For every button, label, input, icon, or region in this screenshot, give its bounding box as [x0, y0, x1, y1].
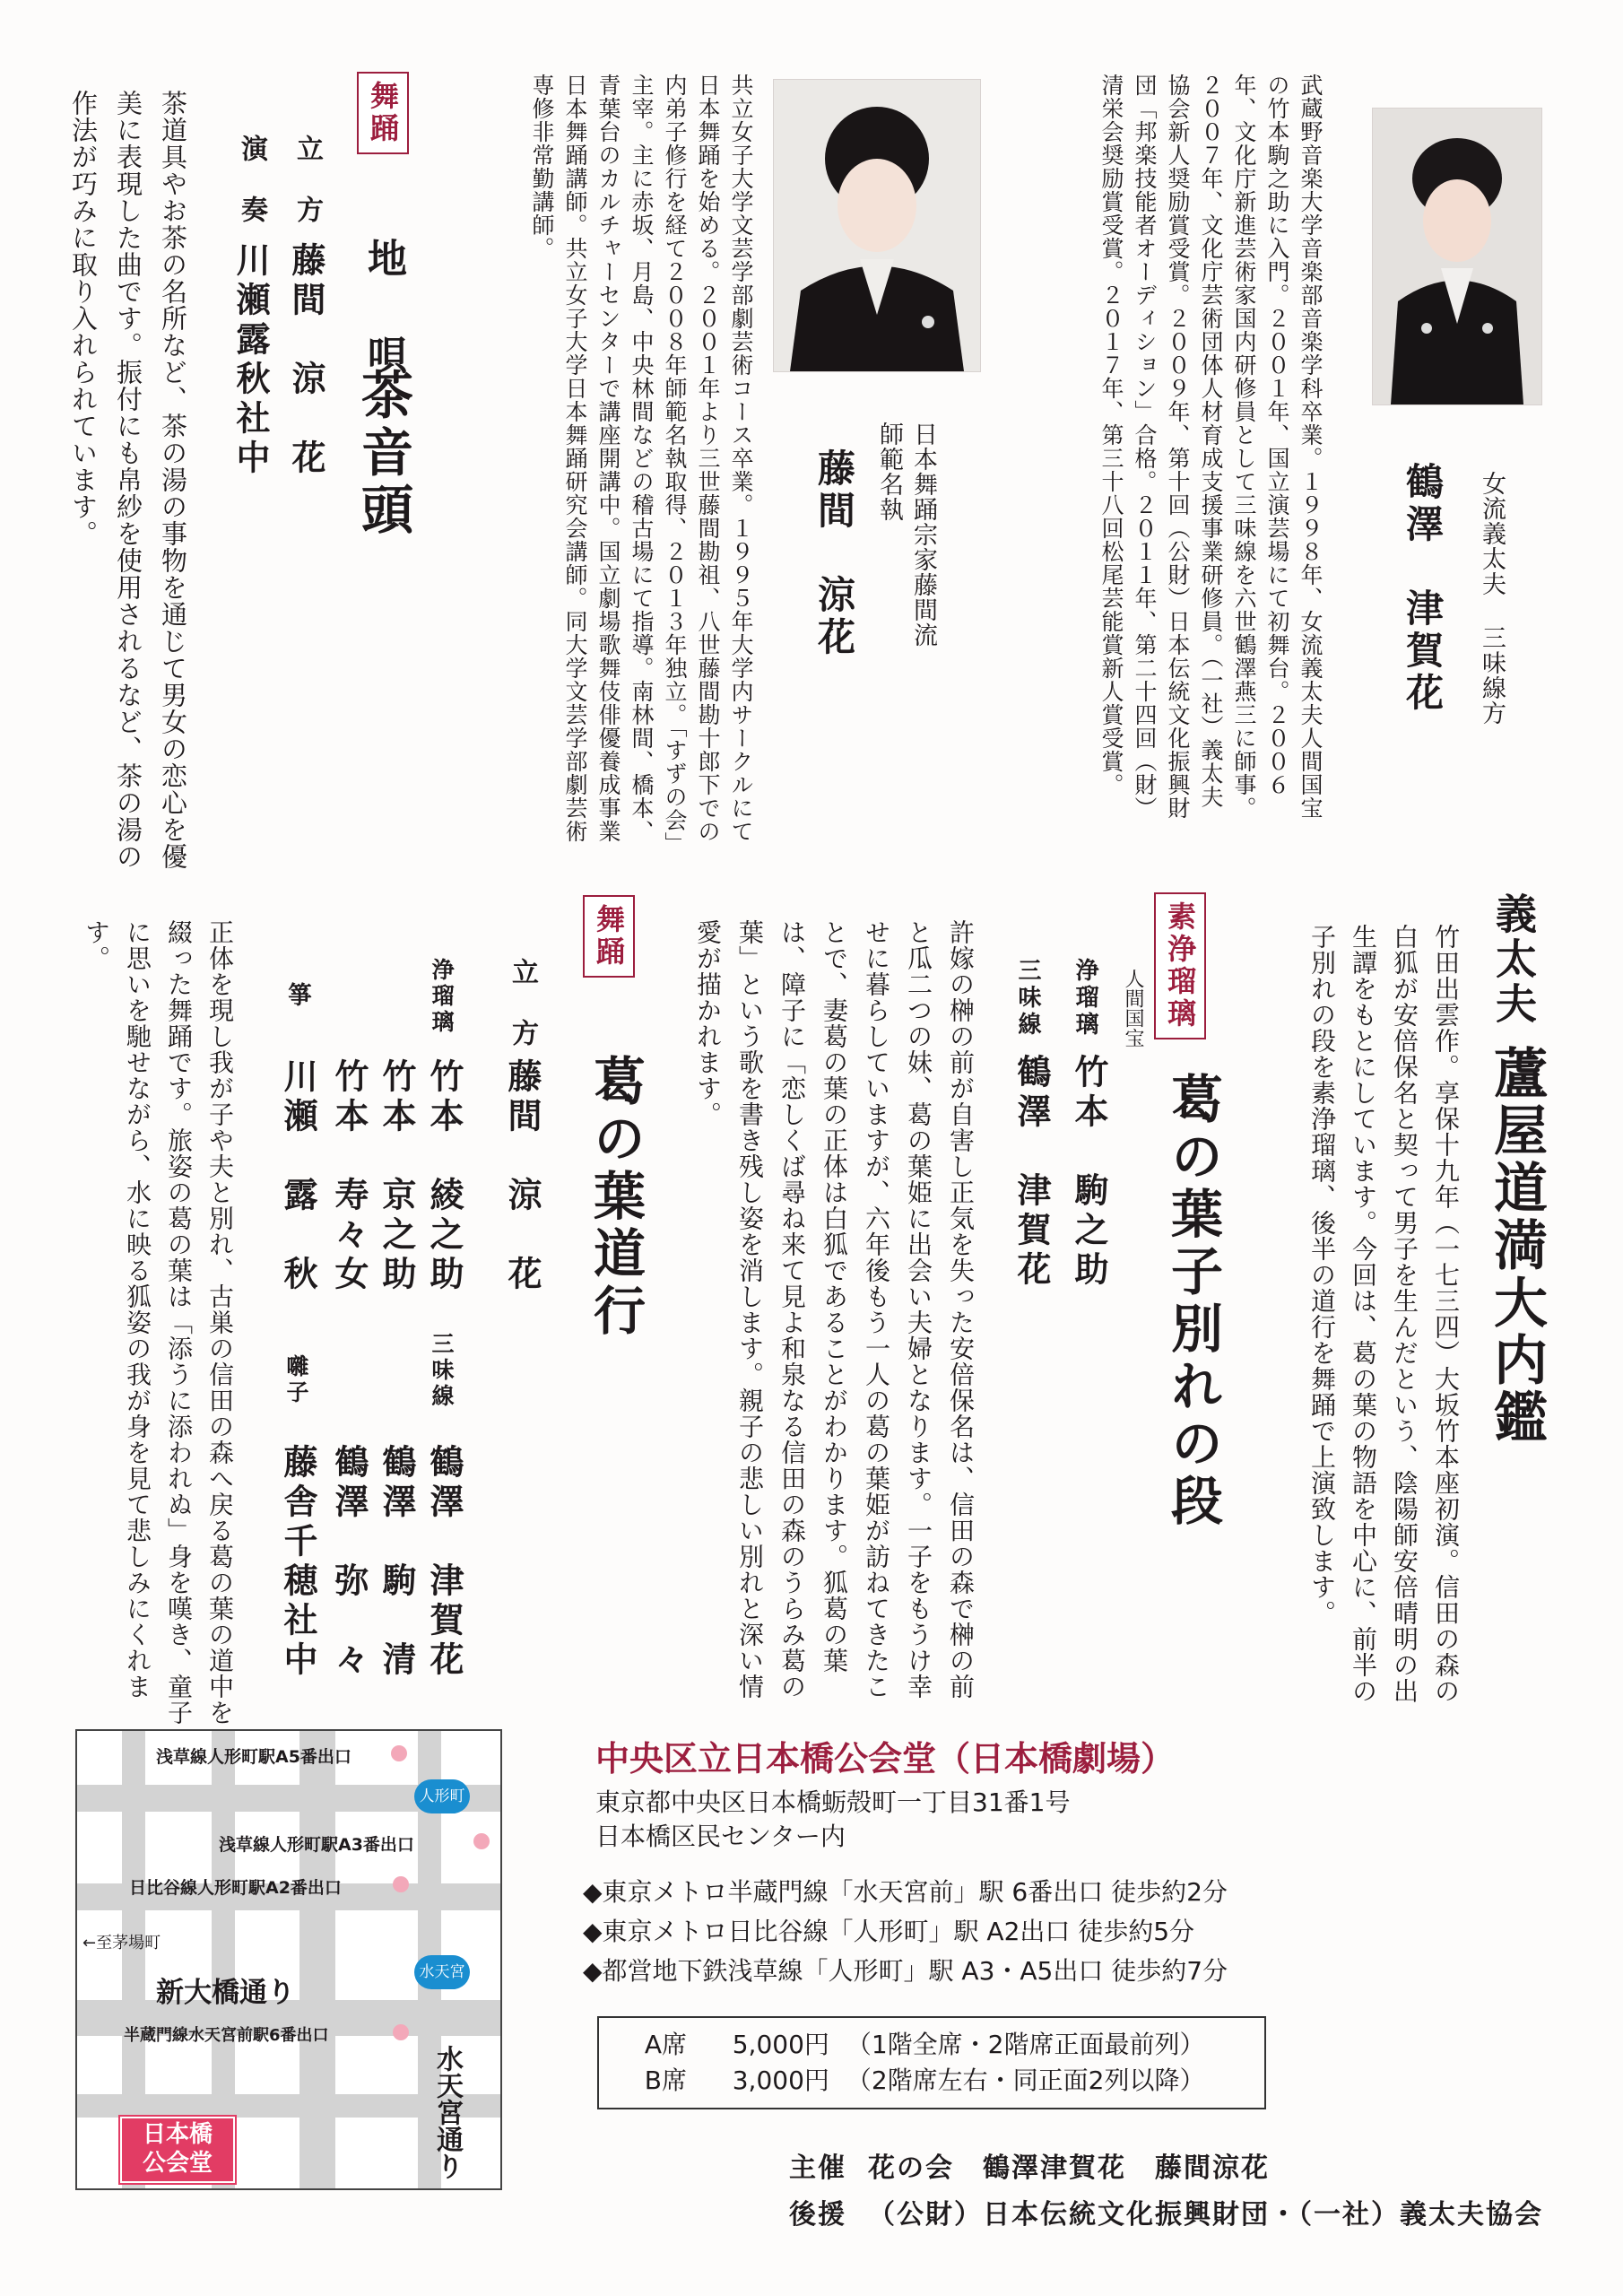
seat-a-label: A席 — [644, 2030, 687, 2059]
performer1-role: 女流義太夫 三味線方 — [1478, 471, 1506, 726]
program1-credit-name-1: 川瀬露秋社中 — [230, 242, 271, 479]
seat-b-label: B席 — [644, 2066, 687, 2095]
seat-b-price: 3,000円 — [732, 2066, 829, 2095]
venue-access-2: ◆都営地下鉄浅草線「人形町」駅 A3・A5出口 徒歩約7分 — [583, 1956, 1228, 1986]
program4-title: 葛の葉道行 — [585, 1054, 646, 1341]
exit-a5-icon — [391, 1745, 407, 1761]
price-box — [597, 2016, 1266, 2109]
program4-badge: 舞踊 — [583, 895, 635, 978]
program2-description: 竹田出雲作。享保十九年（一七三四）大坂竹本座初演。信田の森の白狐が安倍保名と契って男子を生んだという、陰陽師安倍晴明の出生譚をもとにしています。今回は、葛の葉の物語を中心に、前半の子別れの段を素浄瑠璃、後半の道行を舞踊で上演致します。 — [1307, 924, 1461, 1704]
map-label-a3: 浅草線人形町駅A3番出口 — [219, 1835, 414, 1855]
program4-credit-role-0: 立 方 — [507, 958, 538, 1049]
support-line — [789, 2192, 1543, 2231]
program4-credit-name-1b: 竹本 京之助 — [377, 1058, 417, 1295]
program3-note: 人間国宝 — [1122, 969, 1144, 1048]
program2-genre: 義太夫 — [1489, 892, 1538, 1027]
performer2-name: 藤間 涼花 — [812, 448, 856, 659]
program4-credit-role-4: 囃子 — [283, 1354, 309, 1406]
program3-credit-name-0: 竹本 駒之助 — [1069, 1054, 1109, 1291]
program1-badge: 舞踊 — [357, 72, 409, 154]
access-map — [75, 1729, 502, 2190]
station-suitengu: 水天宮 — [414, 1955, 470, 1989]
performer1-name: 鶴澤 津賀花 — [1401, 462, 1445, 715]
program4-credit-name-1c: 竹本 寿々女 — [329, 1058, 369, 1295]
performer2-photo — [773, 79, 981, 372]
map-label-suitengu-dori: 水天宮通り — [431, 2045, 463, 2179]
program4-description: 正体を現し我が子や夫と別れ、古巣の信田の森へ戻る葛の葉の道中を綴った舞踊です。旅姿の葛の葉は「添うに添われぬ」身を嘆き、童子に思いを馳せながら、水に映る狐姿の我が身を見て悲しみにくれます。 — [82, 919, 235, 1726]
program4-credit-name-1a: 竹本 綾之助 — [424, 1058, 464, 1295]
venue-access-0: ◆東京メトロ半蔵門線「水天宮前」駅 6番出口 徒歩約2分 — [583, 1877, 1228, 1907]
program4-credit-role-2: 箏 — [283, 982, 311, 1010]
performer1-bio: 武蔵野音楽大学音楽部音楽学科卒業。１９９８年、女流義太夫人間国宝の竹本駒之助に入門。２００１年、国立演芸場にて初舞台。２００６年、文化庁新進芸術家国内研修員として三味線を六世鶴澤燕三に師事。２００７年、文化庁芸術団体人材育成支援事業研修員。（一社）義太夫協会新人奨励賞受賞。２００９年、第十回（公財）日本伝統文化振興財団「邦楽技能者オーディション」合格。２０１１年、第二十四回（財）清栄会奨励賞受賞。２０１７年、第三十八回松尾芸能賞新人賞受賞。 — [1098, 74, 1324, 820]
program4-credit-name-0: 藤間 涼 花 — [502, 1058, 542, 1295]
host-value: 花の会 鶴澤津賀花 藤間涼花 — [868, 2152, 1270, 2184]
program3-description: 許嫁の榊の前が自害し正気を失った安倍保名は、信田の森で榊の前と瓜二つの妹、葛の葉姫に出会い夫婦となります。一子をもうけ幸せに暮らしていますが、六年後もう一人の葛の葉姫が訪ねてきたことで、妻葛の葉の正体は白狐であることがわかります。狐葛の葉は、障子に「恋しくば尋ね来て見よ和泉なる信田の森のうらみ葛の葉」という歌を書き残し姿を消します。親子の悲しい別れと深い情愛が描かれます。 — [693, 919, 976, 1700]
program4-credit-name-3a: 鶴澤 津賀花 — [424, 1444, 464, 1681]
performer2-role2: 師範名執 — [875, 422, 903, 522]
seat-b-note: （2階席左右・同正面2列以降） — [846, 2066, 1205, 2095]
price-row-a — [615, 2027, 1248, 2063]
performer2-role: 日本舞踊宗家藤間流 — [909, 422, 937, 648]
performer1-photo — [1372, 108, 1542, 405]
program4-credit-role-1: 浄瑠璃 — [429, 958, 455, 1036]
support-value: （公財）日本伝統文化振興財団・（一社）義太夫協会 — [868, 2199, 1543, 2231]
venue-access-1: ◆東京メトロ日比谷線「人形町」駅 A2出口 徒歩約5分 — [583, 1917, 1195, 1946]
program1-description: 茶道具やお茶の名所など、茶の湯の事物を通じて男女の恋心を優美に表現した曲です。振付にも帛紗を使用されるなど、茶の湯の作法が巧みに取り入れられています。 — [68, 90, 188, 870]
venue-address-2: 日本橋区民センター内 — [595, 1822, 846, 1851]
program3-credit-role-0: 浄瑠璃 — [1072, 958, 1098, 1039]
program1-genre: 地 唄 — [360, 238, 406, 383]
program3-badge: 素浄瑠璃 — [1154, 892, 1206, 1039]
map-label-kayabacho: ←至茅場町 — [82, 1934, 161, 1952]
program4-credit-name-3b: 鶴澤 駒 清 — [377, 1444, 417, 1681]
program3-credit-name-1: 鶴澤 津賀花 — [1011, 1054, 1052, 1291]
program4-credit-name-3c: 鶴澤 弥 々 — [329, 1444, 369, 1681]
exit-a3-icon — [473, 1833, 490, 1849]
map-label-exit6: 半蔵門線水天宮前駅6番出口 — [124, 2026, 329, 2045]
program3-title: 葛の葉子別れの段 — [1162, 1072, 1223, 1531]
program3-credit-role-1: 三味線 — [1014, 958, 1041, 1039]
seat-a-note: （1階全席・2階席正面最前列） — [846, 2030, 1205, 2059]
program2-title: 蘆屋道満大内鑑 — [1485, 1045, 1548, 1447]
program1-credit-role-0: 立 方 — [291, 135, 323, 226]
program4-credit-role-3: 三味線 — [429, 1332, 455, 1410]
map-label-a2: 日比谷線人形町駅A2番出口 — [129, 1878, 342, 1898]
map-road — [299, 1731, 335, 2188]
performer2-bio: 共立女子大学文芸学部劇芸術コース卒業。１９９５年大学内サークルにて日本舞踊を始める。２００１年より三世藤間勘祖、八世藤間勘十郎下での内弟子修行を経て２００８年師範名執取得、２０１３年独立。「すずの会」主宰。主に赤坂、月島、中央林間などの稽古場にて指導。南林間、橋本、青葉台のカルチャーセンターで講座開講中。国立劇場歌舞伎俳優養成事業日本舞踊講師。共立女子大学日本舞踊研究会講師。同大学文芸学部劇芸術専修非常勤講師。 — [529, 74, 754, 844]
seat-a-price: 5,000円 — [732, 2030, 829, 2059]
price-row-b — [615, 2063, 1248, 2099]
host-label: 主催 — [789, 2152, 846, 2184]
exit-a2-icon — [393, 1876, 409, 1892]
map-label-shinohashi: 新大橋通り — [156, 1977, 295, 2009]
map-label-a5: 浅草線人形町駅A5番出口 — [156, 1747, 352, 1767]
program4-credit-name-4: 藤舎千穂社中 — [278, 1444, 318, 1681]
program4-credit-name-2: 川瀬 露 秋 — [278, 1058, 318, 1295]
hall-marker: 日本橋 公会堂 — [120, 2117, 235, 2183]
program1-title: 茶音頭 — [352, 368, 413, 540]
support-label: 後援 — [789, 2199, 846, 2231]
program1-credit-role-1: 演 奏 — [236, 135, 267, 226]
host-line — [789, 2145, 1270, 2185]
venue-address-1: 東京都中央区日本橋蛎殻町一丁目31番1号 — [595, 1787, 1071, 1817]
venue-name: 中央区立日本橋公会堂（日本橋劇場） — [595, 1739, 1176, 1779]
exit-6-icon — [393, 2024, 409, 2040]
program1-credit-name-0: 藤間 涼 花 — [286, 242, 326, 479]
station-ningyocho: 人形町 — [414, 1779, 470, 1813]
